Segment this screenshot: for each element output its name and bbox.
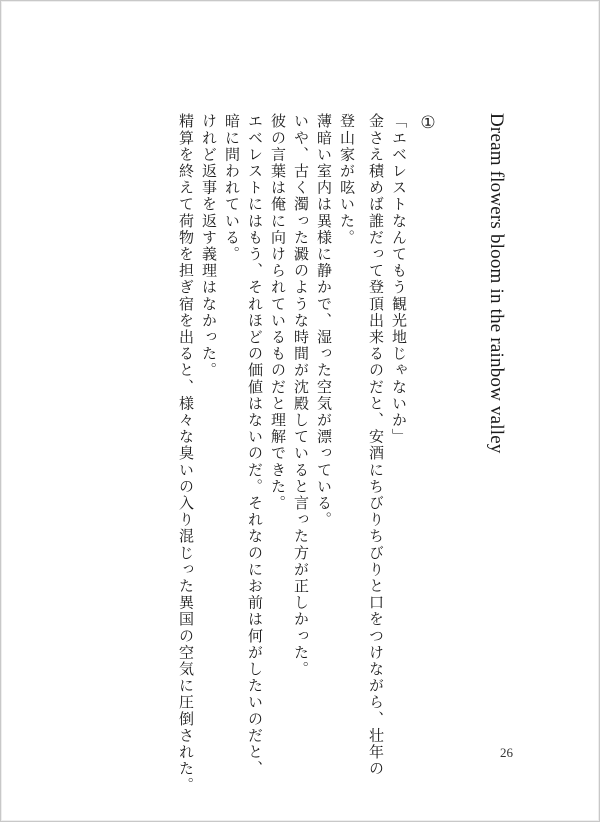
text-line: 「エベレストなんてもう観光地じゃないか」 — [390, 113, 408, 445]
chapter-mark: ① — [418, 113, 438, 133]
text-line: 精算を終えて荷物を担ぎ宿を出ると、様々な臭いの入り混じった異国の空気に圧倒された。 — [177, 113, 195, 794]
page-number: 26 — [500, 745, 513, 760]
page-title: Dream flowers bloom in the rainbow valley — [486, 113, 507, 454]
text-line: いや、古く濁った澱のような時間が沈殿していると言った方が正しかった。 — [292, 113, 310, 678]
text-line: 登山家が呟いた。 — [338, 113, 356, 246]
text-line: エベレストにはもう、それほどの価値はないのだ。それなのにお前は何がしたいのだと、 — [246, 113, 264, 777]
text-line: 金さえ積めば誰だって登頂出来るのだと、安酒にちびりちびりと口をつけながら、壮年の — [367, 113, 385, 777]
text-line: けれど返事を返す義理はなかった。 — [200, 113, 218, 379]
text-line: 暗に問われている。 — [223, 113, 241, 263]
text-line: 薄暗い室内は異様に静かで、湿った空気が漂っている。 — [315, 113, 333, 528]
text-line: 彼の言葉は俺に向けられているものだと理解できた。 — [269, 113, 287, 512]
